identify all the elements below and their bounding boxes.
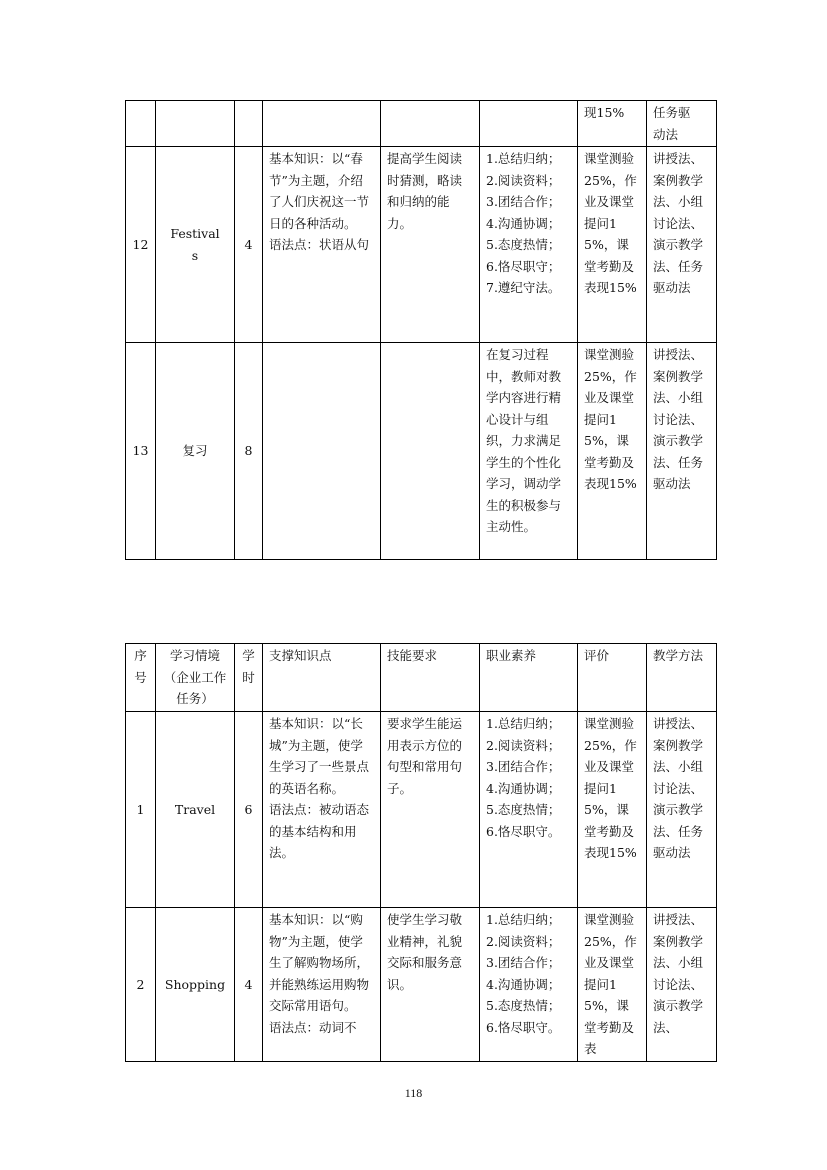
evaluation-cell: 课堂测验25%，作业及课堂提问15%，课堂考勤及表 — [578, 908, 647, 1062]
course-table — [125, 643, 717, 1062]
skills-cell: 提高学生阅读时猜测，略读和归纳的能力。 — [381, 147, 480, 343]
skills-cell — [381, 343, 480, 560]
table-cell — [263, 101, 381, 147]
header-number: 序号 — [126, 644, 156, 712]
course-table-continued — [125, 100, 717, 560]
table-row — [126, 343, 717, 560]
table-cell — [381, 101, 480, 147]
methods-cell: 讲授法、案例教学法、小组讨论法、演示教学法、 — [647, 908, 717, 1062]
evaluation-cell: 课堂测验25%，作业及课堂提问15%，课堂考勤及表现15% — [578, 343, 647, 560]
table-row — [126, 712, 717, 908]
row-number-cell: 12 — [126, 147, 156, 343]
header-literacy: 职业素养 — [480, 644, 578, 712]
hours-cell: 8 — [235, 343, 263, 560]
learning-context-cell: Travel — [156, 712, 235, 908]
page-number: 118 — [404, 1086, 423, 1100]
hours-cell: 4 — [235, 147, 263, 343]
header-knowledge: 支撑知识点 — [263, 644, 381, 712]
row-number-cell: 1 — [126, 712, 156, 908]
literacy-cell: 1.总结归纳； 2.阅读资料； 3.团结合作； 4.沟通协调； 5.态度热情； 6.恪尽职守。 — [480, 908, 578, 1062]
header-learning-context: 学习情境 （企业工作任务） — [156, 644, 235, 712]
table-row — [126, 908, 717, 1062]
table-header-row — [126, 644, 717, 712]
header-hours: 学时 — [235, 644, 263, 712]
methods-cell: 讲授法、案例教学法、小组讨论法、演示教学法、任务驱动法 — [647, 147, 717, 343]
learning-context-cell: Festival s — [156, 147, 235, 343]
hours-cell: 4 — [235, 908, 263, 1062]
knowledge-cell: 基本知识：以“春节”为主题，介绍了人们庆祝这一节日的各种活动。 语法点：状语从句 — [263, 147, 381, 343]
literacy-cell: 1.总结归纳； 2.阅读资料； 3.团结合作； 4.沟通协调； 5.态度热情； 6.恪尽职守； 7.遵纪守法。 — [480, 147, 578, 343]
methods-cell: 任务驱 动法 — [647, 101, 717, 147]
knowledge-cell: 基本知识：以“购物”为主题，使学生了解购物场所，并能熟练运用购物交际常用语句。 语法点：动词不 — [263, 908, 381, 1062]
header-methods: 教学方法 — [647, 644, 717, 712]
hours-cell: 6 — [235, 712, 263, 908]
table-cell — [480, 101, 578, 147]
table-cell — [235, 101, 263, 147]
table-row — [126, 101, 717, 147]
skills-cell: 使学生学习敬业精神，礼貌交际和服务意识。 — [381, 908, 480, 1062]
header-skills: 技能要求 — [381, 644, 480, 712]
literacy-cell: 1.总结归纳； 2.阅读资料； 3.团结合作； 4.沟通协调； 5.态度热情； 6.恪尽职守。 — [480, 712, 578, 908]
evaluation-cell: 现15% — [578, 101, 647, 147]
learning-context-cell: 复习 — [156, 343, 235, 560]
methods-cell: 讲授法、案例教学法、小组讨论法、演示教学法、任务驱动法 — [647, 712, 717, 908]
header-evaluation: 评价 — [578, 644, 647, 712]
row-number-cell: 13 — [126, 343, 156, 560]
table-cell — [126, 101, 156, 147]
table-row — [126, 147, 717, 343]
skills-cell: 要求学生能运用表示方位的句型和常用句子。 — [381, 712, 480, 908]
evaluation-cell: 课堂测验25%，作业及课堂提问15%，课堂考勤及表现15% — [578, 712, 647, 908]
row-number-cell: 2 — [126, 908, 156, 1062]
literacy-cell: 在复习过程中，教师对教学内容进行精心设计与组织，力求满足学生的个性化学习，调动学生的积极参与主动性。 — [480, 343, 578, 560]
knowledge-cell: 基本知识：以“长城”为主题，使学生学习了一些景点的英语名称。 语法点：被动语态的基本结构和用法。 — [263, 712, 381, 908]
table-cell — [156, 101, 235, 147]
learning-context-cell: Shopping — [156, 908, 235, 1062]
methods-cell: 讲授法、案例教学法、小组讨论法、演示教学法、任务驱动法 — [647, 343, 717, 560]
evaluation-cell: 课堂测验25%，作业及课堂提问15%，课堂考勤及表现15% — [578, 147, 647, 343]
knowledge-cell — [263, 343, 381, 560]
